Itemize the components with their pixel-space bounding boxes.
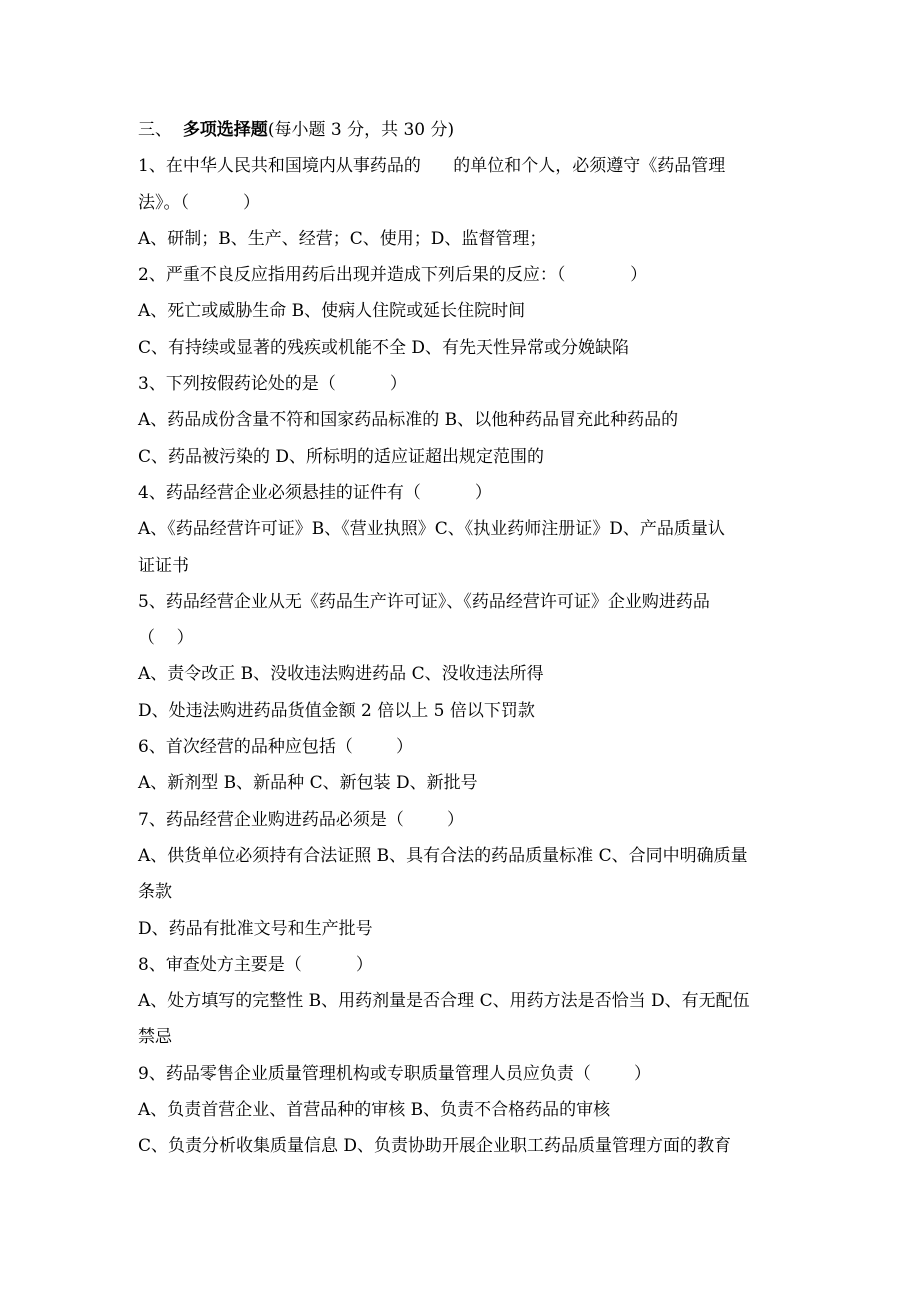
section-heading [138,112,788,148]
question-9-options-cd: C、负责分析收集质量信息 D、负责协助开展企业职工药品质量管理方面的教育 [138,1136,732,1157]
question-1-stem-cont: 法》。（ ） [138,192,261,213]
question-3-options-cd: C、药品被污染的 D、所标明的适应证超出规定范围的 [138,446,545,467]
document-body [138,112,788,1165]
question-2-options-ab: A、死亡或威胁生命 B、使病人住院或延长住院时间 [138,301,526,322]
section-title: 多项选择题 [182,120,268,140]
question-5-options-d: D、处违法购进药品货值金额 2 倍以上 5 倍以下罚款 [138,700,535,721]
question-9-options-ab: A、负责首营企业、首营品种的审核 B、负责不合格药品的审核 [138,1100,611,1121]
question-7-options-d: D、药品有批准文号和生产批号 [138,918,373,939]
question-8-options-cont: 禁忌 [138,1027,172,1048]
question-4-options-cont: 证证书 [138,555,189,576]
question-3-options-ab: A、药品成份含量不符和国家药品标准的 B、以他种药品冒充此种药品的 [138,410,679,431]
question-5-options-abc: A、责令改正 B、没收违法购进药品 C、没收违法所得 [138,664,544,685]
question-8-options: A、处方填写的完整性 B、用药剂量是否合理 C、用药方法是否恰当 D、有无配伍 [138,991,750,1012]
question-4-stem: 4、药品经营企业必须悬挂的证件有（ ） [138,482,492,503]
question-4-options: A、《药品经营许可证》B、《营业执照》C、《执业药师注册证》D、产品质量认 [138,519,725,540]
question-7-options-cont: 条款 [138,882,172,903]
question-5-stem: 5、药品经营企业从无《药品生产许可证》、《药品经营许可证》企业购进药品 [138,591,710,612]
question-5-stem-cont: （ ） [138,628,194,649]
question-6-stem: 6、首次经营的品种应包括（ ） [138,737,414,758]
question-3-stem: 3、下列按假药论处的是（ ） [138,374,407,395]
question-7-stem: 7、药品经营企业购进药品必须是（ ） [138,809,465,830]
question-2-stem: 2、严重不良反应指用药后出现并造成下列后果的反应：（ ） [138,265,648,286]
question-2-options-cd: C、有持续或显著的残疾或机能不全 D、有先天性异常或分娩缺陷 [138,337,630,358]
question-7-options-abc: A、供货单位必须持有合法证照 B、具有合法的药品质量标准 C、合同中明确质量 [138,845,748,866]
section-number: 三、 [138,120,183,140]
section-scoring: (每小题 3 分，共 30 分) [267,120,455,140]
question-6-options: A、新剂型 B、新品种 C、新包装 D、新批号 [138,773,478,794]
question-8-stem: 8、审查处方主要是（ ） [138,954,373,975]
question-1-stem: 1、在中华人民共和国境内从事药品的 的单位和个人，必须遵守《药品管理 [138,156,726,177]
question-1-options: A、研制；B、生产、经营；C、使用；D、监督管理； [138,228,547,249]
question-9-stem: 9、药品零售企业质量管理机构或专职质量管理人员应负责（ ） [138,1063,652,1084]
